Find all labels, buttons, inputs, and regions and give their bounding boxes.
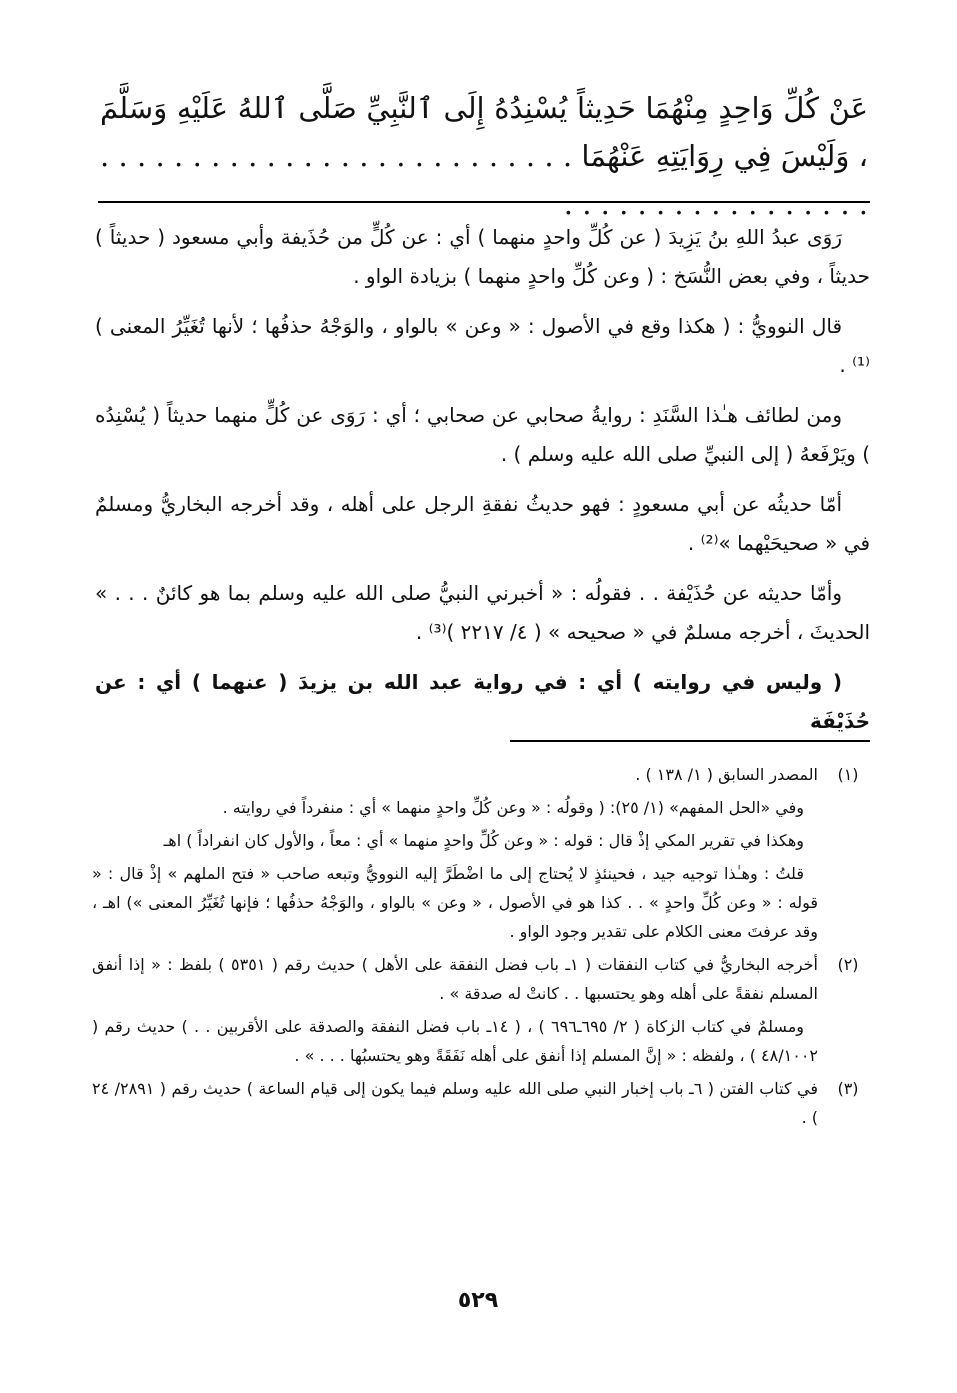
footnote-paragraph: في كتاب الفتن ( ٦ـ باب إخبار النبي صلى الله عليه وسلم فيما يكون إلى قيام الساعة ) حديث رقم ( ٢٨٩١/ ٢٤ ) . [92, 1079, 819, 1127]
page-number: ٥٢٩ [457, 1288, 499, 1313]
footnote-1 [92, 760, 870, 946]
footnote-number: (٢) [837, 955, 859, 974]
commentary-paragraph: ( وليس في روايته ) أي : في رواية عبد الله بن يزيدَ ( عنهما ) أي : عن حُذَيْفَة [95, 670, 870, 733]
footnote-paragraph: المصدر السابق ( ١/ ١٣٨ ) . [635, 765, 818, 784]
commentary-paragraph: ومن لطائف هـٰذا السَّنَدِ : روايةُ صحابي عن صحابي ؛ أي : رَوَى عن كُلٍّ منهما حديثاً ( يُسْنِدُه ) ويَرْفَعهُ ( إلى النبيِّ صلى الله عليه وسلم ) . [95, 403, 870, 466]
footnote-paragraph: وهكذا في تقرير المكي إذْ قال : قوله : « وعن كُلِّ واحدٍ منهما » أي : معاً ، والأول كان انفراداً ) اهـ [163, 831, 804, 850]
footnote-number: (٣) [837, 1079, 859, 1098]
footnote-paragraph: وفي «الحل المفهم» (١/ ٢٥): ( وقولُه : « وعن كُلِّ واحدٍ منهما » أي : منفرداً في روايته . [222, 798, 804, 817]
commentary-paragraph: أمّا حديثُه عن أبي مسعودٍ : فهو حديثُ نفقةِ الرجل على أهله ، وقد أخرجه البخاريُّ ومسلمٌ في « صحيحَيْهما »⁽²⁾ . [95, 492, 870, 555]
matn-text: عَنْ كُلِّ وَاحِدٍ مِنْهُمَا حَدِيثاً يُسْنِدُهُ إِلَى ٱلنَّبِيِّ صَلَّى ٱللهُ عَلَيْهِ وَسَلَّمَ ، وَلَيْسَ فِي رِوَايَتِهِ عَنْهُمَا . . . . . . . . . . . . . . . . . . . . . . . . . . . . . . . . . . . . . . . . . . . [100, 91, 868, 221]
footnote-paragraph: ومسلمٌ في كتاب الزكاة ( ٢/ ٦٩٥ـ٦٩٦ ) ، ( ١٤ـ باب فضل النفقة والصدقة على الأقربين . . ) حديث رقم ( ٤٨/١٠٠٢ ) ، ولفظه : « إنَّ المسلم إذا أنفق على أهله نَفَقَةً وهو يحتسبُها . . . » . [92, 1017, 818, 1065]
footnotes [92, 760, 870, 1136]
footnote-paragraph: قلتُ : وهـٰذا توجيه جيد ، فحينئذٍ لا يُحتاج إلى ما اضْطَرَّ إليه النوويُّ وتبعه صاحب « فتح الملهم » إذْ قال : « قوله : « وعن كُلِّ واحدٍ » . . كذا هو في الأصول ، « وعن » بالواو ، والوَجْهُ حذفُها ؛ فإنها تُغَيِّرُ المعنى ») اهـ ، وقد عرفتَ معنى الكلام على تقدير وجود الواو . [92, 864, 818, 941]
commentary-paragraph: وأمّا حديثه عن حُذَيْفة . . فقولُه : « أخبرني النبيُّ صلى الله عليه وسلم بما هو كائنٌ . . . » الحديثَ ، أخرجه مسلمٌ في « صحيحه » ( ٤/ ٢٢١٧ )⁽³⁾ . [95, 581, 870, 644]
commentary-paragraph: قال النوويُّ : ( هكذا وقع في الأصول : « وعن » بالواو ، والوَجْهُ حذفُها ؛ لأنها تُغَيِّرُ المعنى )⁽¹⁾ . [95, 314, 870, 377]
commentary [95, 218, 870, 752]
matn-separator-line [98, 201, 870, 203]
footnote-number: (١) [837, 765, 859, 784]
footnote-2 [92, 950, 870, 1070]
footnote-separator-line [510, 740, 870, 742]
footnote-3 [92, 1074, 870, 1132]
footnote-paragraph: أخرجه البخاريُّ في كتاب النفقات ( ١ـ باب فضل النفقة على الأهل ) حديث رقم ( ٥٣٥١ ) بلفظ : « إذا أنفق المسلم نفقةً على أهله وهو يحتسبها . . كانتْ له صدقة » . [92, 955, 818, 1003]
commentary-paragraph: رَوَى عبدُ اللهِ بنُ يَزِيدَ ( عن كُلِّ واحدٍ منهما ) أي : عن كُلٍّ من حُذَيفة وأبي مسعود ( حديثاً ) حديثاً ، وفي بعض النُّسَخ : ( وعن كُلِّ واحدٍ منهما ) بزيادة الواو . [95, 225, 870, 288]
